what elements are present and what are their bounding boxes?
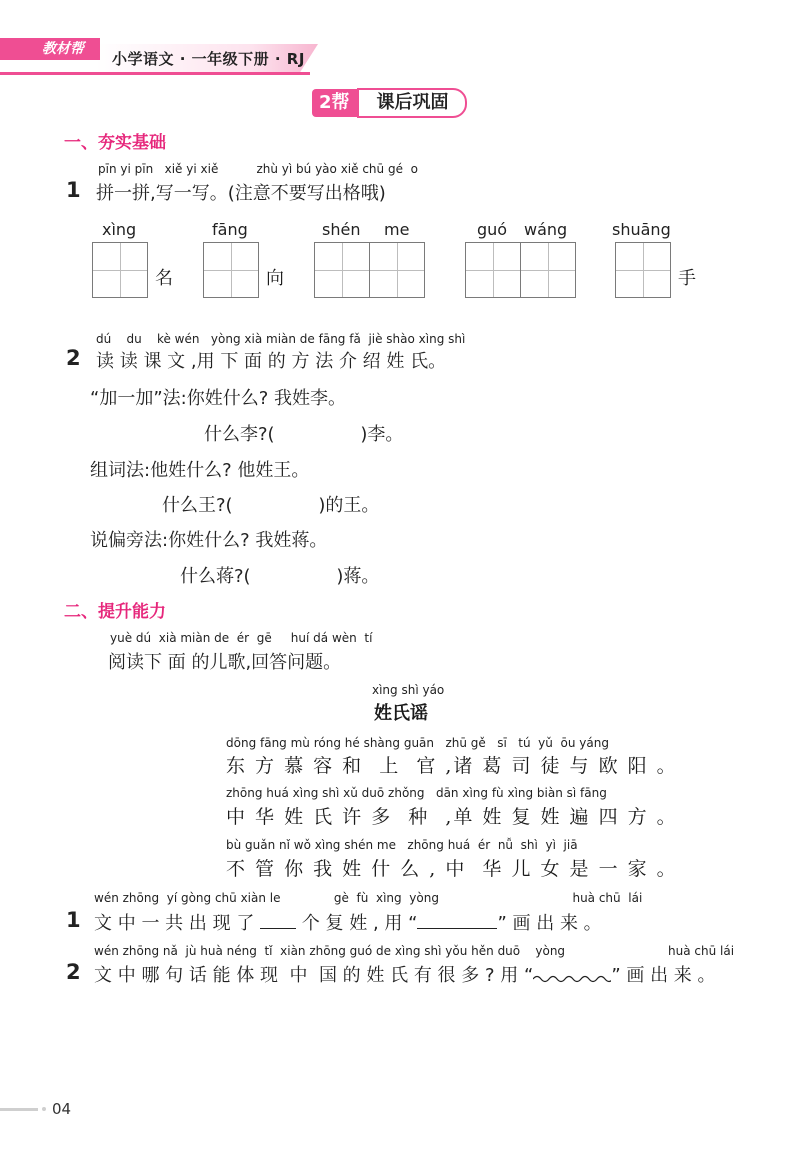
poem-pinyin: bù guǎn nǐ wǒ xìng shén me zhōng huá ér nǚ shì yì jiā xyxy=(226,838,578,852)
grid-pinyin-fang: fāng xyxy=(212,220,248,239)
s2-q1-number: 1 xyxy=(66,908,81,932)
method-line: 组词法:他姓什么? 他姓王。 xyxy=(90,460,310,481)
grid-pinyin-shen: shén xyxy=(322,220,361,239)
method-line: 说偏旁法:你姓什么? 我姓蒋。 xyxy=(90,530,328,551)
grid-pinyin-me: me xyxy=(384,220,410,239)
q2-text: 读 读 课 文 ,用 下 面 的 方 法 介 绍 姓 氏。 xyxy=(96,351,447,372)
s2-q1-pinyin: wén zhōng yí gòng chū xiàn le gè fù xìng yòng huà chū lái xyxy=(94,891,643,905)
writing-grid[interactable] xyxy=(92,242,148,298)
poem-line: 不 管 你 我 姓 什 么 , 中 华 儿 女 是 一 家 。 xyxy=(226,858,678,880)
page-number: 04 xyxy=(52,1100,72,1118)
poem-pinyin: dōng fāng mù róng hé shàng guān zhū gě sī tú yǔ ōu yáng xyxy=(226,736,609,750)
writing-grid[interactable] xyxy=(520,242,576,298)
q1-number: 1 xyxy=(66,178,81,202)
s2-q1-part-c: ” 画 出 来 。 xyxy=(497,913,602,934)
section-title-ability: 二、提升能力 xyxy=(64,602,166,622)
section-title-basics: 一、夯实基础 xyxy=(64,133,166,153)
poem-title-pinyin: xìng shì yáo xyxy=(372,683,445,697)
intro-pinyin: yuè dú xià miàn de ér gē huí dá wèn tí xyxy=(110,631,373,645)
intro-text: 阅读下 面 的儿歌,回答问题。 xyxy=(108,652,342,673)
method-line: “加一加”法:你姓什么? 我姓李。 xyxy=(90,388,346,409)
grid-pinyin-wang: wáng xyxy=(524,220,568,239)
poem-line: 东 方 慕 容 和 上 官 ,诸 葛 司 徒 与 欧 阳 。 xyxy=(226,755,678,777)
answer-line[interactable]: 什么王?( )的王。 xyxy=(162,495,380,516)
q2-pinyin: dú du kè wén yòng xià miàn de fāng fǎ jiè shào xìng shì xyxy=(96,332,466,346)
badge-title: 课后巩固 xyxy=(357,88,467,118)
s2-q1-text xyxy=(94,909,602,935)
writing-grid[interactable] xyxy=(369,242,425,298)
answer-line[interactable]: 什么蒋?( )蒋。 xyxy=(180,566,380,587)
header-subtitle: 小学语文 · 一年级下册 · RJ xyxy=(112,50,305,68)
s2-q2-text xyxy=(94,961,716,987)
lesson-badge xyxy=(312,89,467,117)
grid-pinyin-guo: guó xyxy=(477,220,508,239)
s2-q1-part-a: 文 中 一 共 出 现 了 xyxy=(94,913,255,934)
writing-grid[interactable] xyxy=(314,242,370,298)
poem-pinyin: zhōng huá xìng shì xǔ duō zhǒng dān xìng fù xìng biàn sì fāng xyxy=(226,786,607,800)
answer-blank[interactable] xyxy=(260,928,296,929)
wavy-underline-sample xyxy=(533,973,611,983)
poem-line: 中 华 姓 氏 许 多 种 ,单 姓 复 姓 遍 四 方 。 xyxy=(226,806,678,828)
page-footer-line xyxy=(0,1108,38,1111)
writing-grid[interactable] xyxy=(615,242,671,298)
grid-char-ming: 名 xyxy=(155,268,173,289)
grid-char-shou: 手 xyxy=(678,268,696,289)
header-divider xyxy=(0,72,310,75)
q1-pinyin: pīn yi pīn xiě yi xiě zhù yì bú yào xiě chū gé o xyxy=(98,162,418,176)
s2-q2-part-a: 文 中 哪 句 话 能 体 现 中 国 的 姓 氏 有 很 多 ? 用 “ xyxy=(94,965,534,986)
answer-line[interactable]: 什么李?( )李。 xyxy=(204,424,404,445)
grid-pinyin-shuang: shuāng xyxy=(612,220,671,239)
grid-char-xiang: 向 xyxy=(266,268,284,289)
page-footer-dot xyxy=(42,1107,46,1111)
q1-text: 拼一拼,写一写。(注意不要写出格哦) xyxy=(96,183,386,204)
underline-sample xyxy=(417,928,497,929)
writing-grid[interactable] xyxy=(465,242,521,298)
s2-q1-part-b: 个 复 姓 , 用 “ xyxy=(301,913,418,934)
poem-title: 姓氏谣 xyxy=(374,703,428,724)
header-tag: 教材帮 xyxy=(0,38,100,60)
s2-q2-part-c: ” 画 出 来 。 xyxy=(611,965,716,986)
s2-q2-pinyin: wén zhōng nǎ jù huà néng tǐ xiàn zhōng guó de xìng shì yǒu hěn duō yòng huà chū lái xyxy=(94,944,735,958)
q2-number: 2 xyxy=(66,346,81,370)
grid-pinyin-xing: xìng xyxy=(102,220,137,239)
writing-grid[interactable] xyxy=(203,242,259,298)
s2-q2-number: 2 xyxy=(66,960,81,984)
badge-number: 2帮 xyxy=(312,89,357,117)
